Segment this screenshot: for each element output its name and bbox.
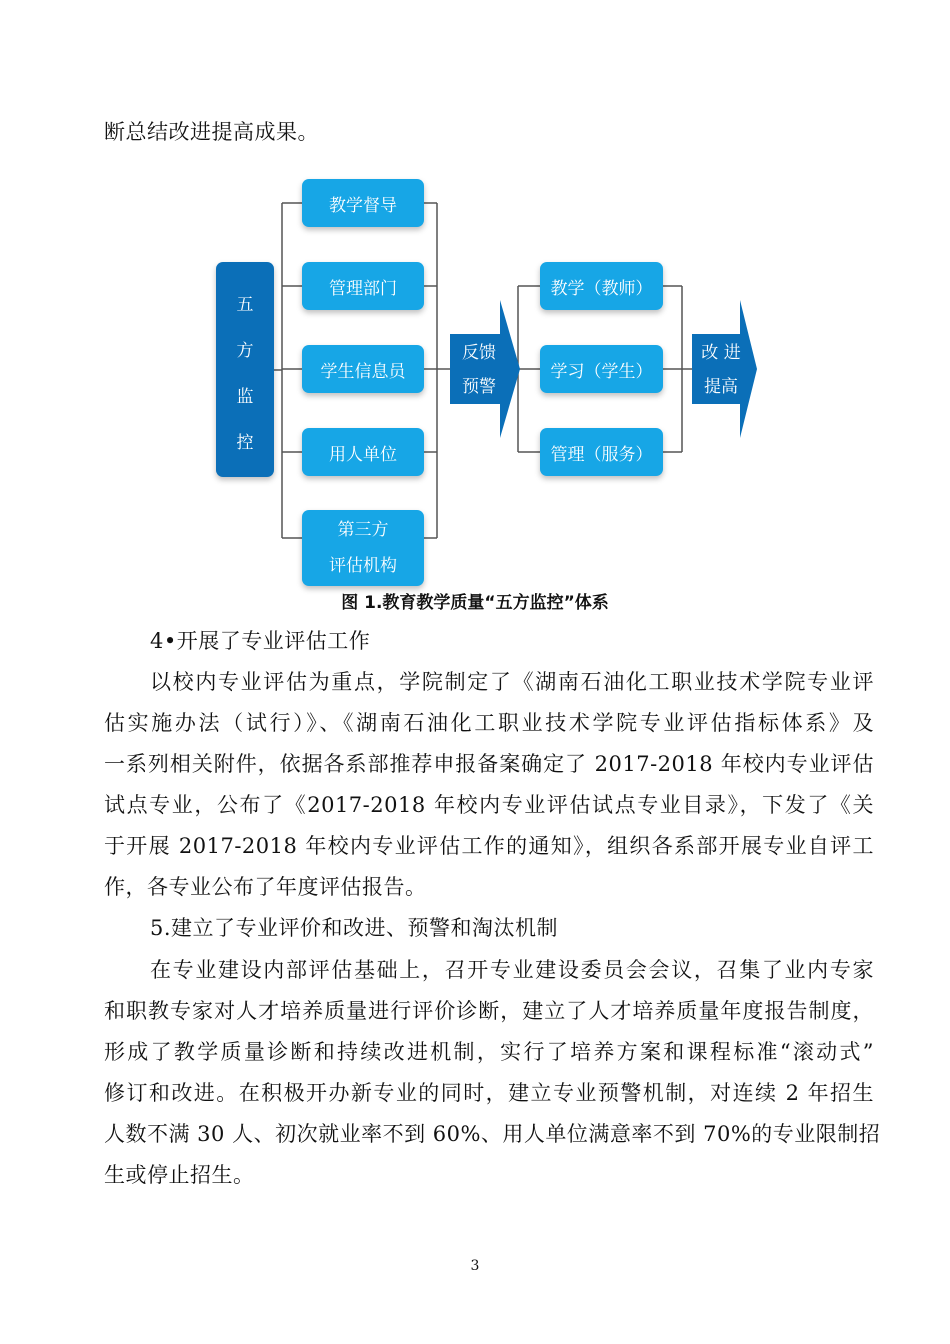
monitor-student-informant: 学生信息员: [302, 345, 424, 393]
improve-line2: 提高: [704, 377, 738, 397]
third-party-line2: 评估机构: [329, 556, 397, 576]
section4-line: 一系列相关附件，依据各系部推荐申报备案确定了 2017-2018 年校内专业评估: [104, 752, 874, 776]
section5-heading: 5.建立了专业评价和改进、预警和淘汰机制: [150, 916, 559, 940]
feedback-line2: 预警: [462, 377, 496, 397]
monitor-teaching-supervision: 教学督导: [302, 179, 424, 227]
target-teaching: 教学（教师）: [540, 262, 663, 310]
figure-caption: 图 1.教育教学质量“五方监控”体系: [341, 593, 609, 613]
improve-arrow-label: [694, 336, 748, 404]
target-management: 管理（服务）: [540, 428, 663, 476]
section5-line: 形成了教学质量诊断和持续改进机制，实行了培养方案和课程标准“滚动式”: [104, 1040, 874, 1064]
third-party-line1: 第三方: [337, 520, 389, 540]
left-title-char: 五: [236, 295, 254, 315]
intro-line: 断总结改进提高成果。: [104, 120, 319, 144]
five-party-monitoring-box: [216, 262, 274, 477]
section5-line: 生或停止招生。: [104, 1163, 255, 1187]
section5-line: 在专业建设内部评估基础上，召开专业建设委员会会议，召集了业内专家: [150, 958, 874, 982]
section5-line: 修订和改进。在积极开办新专业的同时，建立专业预警机制，对连续 2 年招生: [104, 1081, 874, 1105]
section4-line: 以校内专业评估为重点，学院制定了《湖南石油化工职业技术学院专业评: [150, 670, 874, 694]
diagram-connectors: [0, 0, 950, 600]
section5-line: 和职教专家对人才培养质量进行评价诊断，建立了人才培养质量年度报告制度，: [104, 999, 874, 1023]
section4-line: 试点专业，公布了《2017-2018 年校内专业评估试点专业目录》，下发了《关: [104, 793, 874, 817]
left-title-char: 控: [236, 433, 254, 453]
feedback-line1: 反馈: [462, 343, 496, 363]
section4-heading: 4•开展了专业评估工作: [150, 629, 371, 653]
section4-line: 估实施办法（试行）》、《湖南石油化工职业技术学院专业评估指标体系》及: [104, 711, 874, 735]
improve-line1: 改 进: [701, 343, 741, 363]
section5-line: 人数不满 30 人、初次就业率不到 60%、用人单位满意率不到 70%的专业限制招: [104, 1122, 881, 1146]
section4-line: 于开展 2017-2018 年校内专业评估工作的通知》，组织各系部开展专业自评工: [104, 834, 874, 858]
left-title-char: 监: [236, 387, 254, 407]
page-number: 3: [470, 1258, 480, 1274]
section4-line: 作，各专业公布了年度评估报告。: [104, 875, 427, 899]
monitor-third-party: [302, 510, 424, 586]
left-title-char: 方: [236, 341, 254, 361]
monitor-management-dept: 管理部门: [302, 262, 424, 310]
monitor-employer: 用人单位: [302, 428, 424, 476]
target-learning: 学习（学生）: [540, 345, 663, 393]
feedback-arrow-label: [452, 336, 506, 404]
